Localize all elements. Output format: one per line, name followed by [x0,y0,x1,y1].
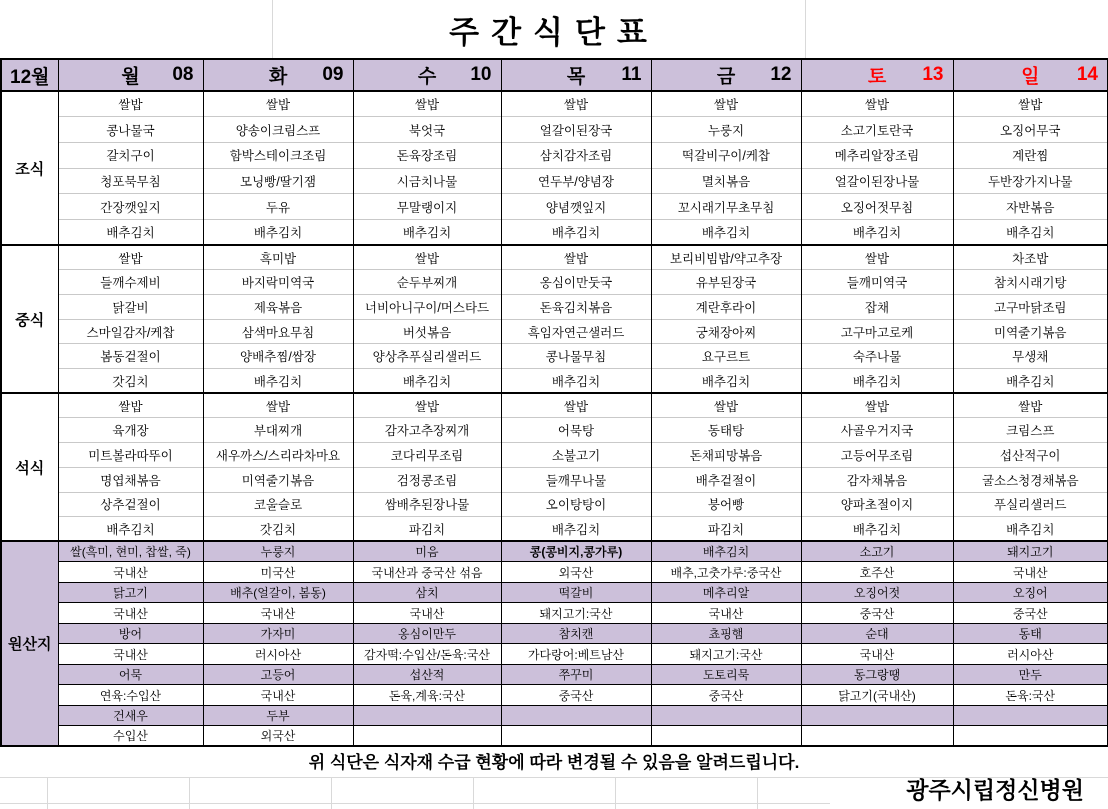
section-label-origin: 원산지 [1,541,58,746]
day-date: 13 [922,64,944,85]
origin-item-cell [501,705,651,726]
section-lunch [1,245,1108,393]
menu-cell: 미역줄기볶음 [953,319,1108,344]
menu-cell: 배추김치 [501,219,651,245]
menu-cell: 배추김치 [501,517,651,542]
dinner-row [1,418,1108,443]
menu-cell: 쌀밥 [801,91,953,117]
change-notice: 위 식단은 식자재 수급 현황에 따라 변경될 수 있음을 알려드립니다. [308,752,800,772]
menu-cell: 배추김치 [801,517,953,542]
origin-source-cell: 국내산 [58,644,203,665]
menu-cell: 쌀밥 [58,245,203,270]
dinner-row [1,492,1108,517]
menu-cell: 궁채장아찌 [651,319,801,344]
menu-cell: 계란후라이 [651,295,801,320]
menu-cell: 동태탕 [651,418,801,443]
origin-item-cell: 쭈꾸미 [501,664,651,685]
menu-cell: 갈치구이 [58,142,203,168]
menu-cell: 고구마고로케 [801,319,953,344]
menu-cell: 배추김치 [501,369,651,394]
menu-cell: 배추김치 [353,219,501,245]
origin-item-cell: 건새우 [58,705,203,726]
origin-source-cell: 국내산과 중국산 섞음 [353,562,501,583]
menu-cell: 쌀밥 [353,245,501,270]
day-header-5 [651,59,801,91]
origin-source-cell: 돼지고기:국산 [651,644,801,665]
menu-cell: 배추김치 [58,517,203,542]
menu-cell: 쌀밥 [58,393,203,418]
menu-cell: 쌀밥 [353,393,501,418]
origin-source-cell: 국내산 [58,603,203,624]
day-header-4 [501,59,651,91]
day-name: 일 [1021,66,1040,88]
menu-cell: 순두부찌개 [353,270,501,295]
menu-cell: 쌀밥 [501,91,651,117]
origin-source-cell: 배추,고춧가루:중국산 [651,562,801,583]
section-label-dinner: 석식 [1,393,58,541]
menu-cell: 명엽채볶음 [58,467,203,492]
menu-cell: 무생채 [953,344,1108,369]
origin-source-cell: 감자떡:수입산/돈육:국산 [353,644,501,665]
day-header-7 [953,59,1108,91]
menu-cell: 배추겉절이 [651,467,801,492]
origin-item-cell [801,705,953,726]
origin-source-cell: 러시아산 [203,644,353,665]
menu-cell: 무말랭이지 [353,194,501,220]
menu-cell: 양배추찜/쌈장 [203,344,353,369]
origin-source-cell: 국내산 [203,685,353,706]
origin-item-cell: 미음 [353,541,501,562]
origin-source-cell: 가다랑어:베트남산 [501,644,651,665]
origin-source-cell [651,726,801,747]
origin-source-cell: 중국산 [501,685,651,706]
origin-source-cell: 연육:수입산 [58,685,203,706]
breakfast-row [1,194,1108,220]
meal-plan-table [0,58,1108,747]
menu-cell: 삼치감자조림 [501,142,651,168]
lunch-row [1,369,1108,394]
menu-cell: 배추김치 [203,369,353,394]
menu-cell: 모닝빵/딸기잼 [203,168,353,194]
menu-cell: 쌀밥 [801,393,953,418]
origin-source-cell: 미국산 [203,562,353,583]
gridline [189,777,190,809]
origin-item-cell: 쌀(흑미, 현미, 찹쌀, 죽) [58,541,203,562]
lunch-row [1,245,1108,270]
menu-cell: 파김치 [353,517,501,542]
menu-cell: 양념깻잎지 [501,194,651,220]
day-date: 08 [172,64,194,85]
origin-item-cell: 소고기 [801,541,953,562]
dinner-row [1,467,1108,492]
menu-cell: 붕어빵 [651,492,801,517]
origin-row [1,582,1108,603]
menu-cell: 북엇국 [353,117,501,143]
gridline [805,0,806,58]
day-name: 토 [867,66,887,88]
menu-cell: 봄동겉절이 [58,344,203,369]
origin-item-cell: 누룽지 [203,541,353,562]
dinner-row [1,517,1108,542]
menu-cell: 함박스테이크조림 [203,142,353,168]
menu-cell: 배추김치 [203,219,353,245]
origin-source-cell: 국내산 [801,644,953,665]
gridline [0,803,830,804]
menu-cell: 떡갈비구이/케찹 [651,142,801,168]
menu-cell: 쌀밥 [953,393,1108,418]
menu-cell: 배추김치 [953,369,1108,394]
menu-cell: 숙주나물 [801,344,953,369]
origin-source-cell: 중국산 [953,603,1108,624]
origin-item-cell: 배추(얼갈이, 봄동) [203,582,353,603]
menu-cell: 들깨미역국 [801,270,953,295]
menu-cell: 누룽지 [651,117,801,143]
menu-cell: 배추김치 [953,517,1108,542]
dinner-row [1,393,1108,418]
origin-item-cell: 콩(콩비지,콩가루) [501,541,651,562]
day-date: 09 [322,64,344,85]
menu-cell: 연두부/양념장 [501,168,651,194]
origin-source-cell: 국내산 [953,562,1108,583]
menu-cell: 쌀밥 [501,245,651,270]
day-date: 11 [621,64,642,85]
day-name: 수 [417,66,437,88]
day-header-3 [353,59,501,91]
gridline [47,777,48,809]
menu-cell: 갓김치 [203,517,353,542]
menu-cell: 배추김치 [651,369,801,394]
day-name: 목 [566,66,586,88]
menu-cell: 갓김치 [58,369,203,394]
menu-cell: 꼬시래기무초무침 [651,194,801,220]
day-header-6 [801,59,953,91]
menu-cell: 사골우거지국 [801,418,953,443]
origin-item-cell [353,705,501,726]
menu-cell: 양상추푸실리샐러드 [353,344,501,369]
menu-cell: 고등어무조림 [801,443,953,468]
menu-cell: 쌈배추된장나물 [353,492,501,517]
menu-cell: 미트볼라따뚜이 [58,443,203,468]
menu-cell: 콩나물국 [58,117,203,143]
menu-cell: 돈육장조림 [353,142,501,168]
menu-cell: 소불고기 [501,443,651,468]
origin-source-cell [353,726,501,747]
origin-source-cell: 돈육:국산 [953,685,1108,706]
menu-cell: 닭갈비 [58,295,203,320]
menu-cell: 감자고추장찌개 [353,418,501,443]
menu-cell: 새우까스/스리라차마요 [203,443,353,468]
menu-cell: 소고기토란국 [801,117,953,143]
gridline [331,777,332,809]
menu-cell: 보리비빔밥/약고추장 [651,245,801,270]
origin-source-cell: 국내산 [651,603,801,624]
menu-cell: 코울슬로 [203,492,353,517]
breakfast-row [1,168,1108,194]
origin-item-cell: 오징어 [953,582,1108,603]
origin-source-cell [953,726,1108,747]
section-origin [1,541,1108,746]
day-date: 12 [770,64,792,85]
lunch-row [1,270,1108,295]
origin-item-cell: 배추김치 [651,541,801,562]
menu-cell: 쌀밥 [953,91,1108,117]
gridline [615,777,616,809]
menu-cell: 참치시래기탕 [953,270,1108,295]
day-name: 월 [121,66,140,88]
month-header-cell: 12월 [1,59,58,91]
day-name: 화 [268,66,288,88]
origin-row [1,705,1108,726]
origin-item-cell: 쵸핑햄 [651,623,801,644]
menu-cell: 자반볶음 [953,194,1108,220]
menu-cell: 간장깻잎지 [58,194,203,220]
menu-cell: 굴소스청경채볶음 [953,467,1108,492]
origin-item-cell: 떡갈비 [501,582,651,603]
menu-cell: 섭산적구이 [953,443,1108,468]
origin-row [1,562,1108,583]
menu-cell: 양파초절이지 [801,492,953,517]
menu-cell: 시금치나물 [353,168,501,194]
gridline [272,0,273,58]
section-label-breakfast: 조식 [1,91,58,245]
menu-cell: 배추김치 [801,369,953,394]
day-header-1 [58,59,203,91]
menu-cell: 두유 [203,194,353,220]
hospital-name: 광주시립정신병원 [906,777,1084,803]
menu-cell: 버섯볶음 [353,319,501,344]
menu-cell: 코다리무조림 [353,443,501,468]
lunch-row [1,295,1108,320]
menu-cell: 계란찜 [953,142,1108,168]
day-header-2 [203,59,353,91]
page-title: 주간식단표 [449,14,659,50]
origin-item-cell: 참치캔 [501,623,651,644]
breakfast-row [1,91,1108,117]
origin-source-cell: 외국산 [501,562,651,583]
menu-cell: 쌀밥 [58,91,203,117]
menu-cell: 쌀밥 [651,91,801,117]
menu-cell: 쌀밥 [501,393,651,418]
origin-item-cell: 섭산적 [353,664,501,685]
breakfast-row [1,142,1108,168]
menu-cell: 너비아니구이/머스타드 [353,295,501,320]
menu-cell: 얼갈이된장국 [501,117,651,143]
menu-cell: 잡채 [801,295,953,320]
menu-cell: 돈육김치볶음 [501,295,651,320]
menu-cell: 쌀밥 [203,91,353,117]
menu-cell: 제육볶음 [203,295,353,320]
menu-cell: 청포묵무침 [58,168,203,194]
origin-item-cell: 오징어젓 [801,582,953,603]
menu-cell: 삼색마요무침 [203,319,353,344]
menu-cell: 파김치 [651,517,801,542]
origin-row [1,603,1108,624]
menu-cell: 배추김치 [801,219,953,245]
menu-cell: 양송이크림스프 [203,117,353,143]
menu-cell: 쌀밥 [651,393,801,418]
origin-item-cell: 어묵 [58,664,203,685]
menu-cell: 검정콩조림 [353,467,501,492]
origin-item-cell: 순대 [801,623,953,644]
lunch-row [1,319,1108,344]
origin-source-cell: 호주산 [801,562,953,583]
menu-cell: 차조밥 [953,245,1108,270]
day-date: 10 [470,64,492,85]
origin-item-cell: 돼지고기 [953,541,1108,562]
menu-cell: 들깨수제비 [58,270,203,295]
origin-row [1,623,1108,644]
origin-item-cell: 옹심이만두 [353,623,501,644]
origin-source-cell: 국내산 [203,603,353,624]
menu-cell: 배추김치 [58,219,203,245]
menu-cell: 스마일감자/케찹 [58,319,203,344]
origin-source-cell: 돈육,계육:국산 [353,685,501,706]
section-dinner [1,393,1108,541]
menu-cell: 두반장가지나물 [953,168,1108,194]
menu-cell: 배추김치 [353,369,501,394]
origin-row [1,644,1108,665]
origin-item-cell: 닭고기 [58,582,203,603]
day-name: 금 [716,66,736,88]
origin-row [1,726,1108,747]
header-row [1,59,1108,91]
menu-cell: 상추겉절이 [58,492,203,517]
lunch-row [1,344,1108,369]
menu-cell: 쌀밥 [801,245,953,270]
origin-source-cell: 닭고기(국내산) [801,685,953,706]
menu-cell: 들깨무나물 [501,467,651,492]
origin-source-cell [801,726,953,747]
menu-cell: 미역줄기볶음 [203,467,353,492]
origin-item-cell: 방어 [58,623,203,644]
menu-cell: 얼갈이된장나물 [801,168,953,194]
day-date: 14 [1076,64,1098,85]
menu-cell: 돈채피망볶음 [651,443,801,468]
origin-item-cell: 가자미 [203,623,353,644]
menu-cell: 오징어젓무침 [801,194,953,220]
section-label-lunch: 중식 [1,245,58,393]
origin-item-cell: 고등어 [203,664,353,685]
menu-cell: 멸치볶음 [651,168,801,194]
origin-source-cell [501,726,651,747]
menu-cell: 쌀밥 [353,91,501,117]
title-row [0,0,1108,58]
origin-item-cell: 두부 [203,705,353,726]
menu-cell: 오징어무국 [953,117,1108,143]
menu-cell: 쌀밥 [203,393,353,418]
origin-item-cell: 메추리알 [651,582,801,603]
menu-cell: 옹심이만둣국 [501,270,651,295]
origin-source-cell: 수입산 [58,726,203,747]
origin-source-cell: 중국산 [801,603,953,624]
gridline [473,777,474,809]
origin-item-cell [651,705,801,726]
dinner-row [1,443,1108,468]
origin-source-cell: 국내산 [58,562,203,583]
menu-cell: 요구르트 [651,344,801,369]
origin-source-cell: 러시아산 [953,644,1108,665]
origin-row [1,664,1108,685]
origin-item-cell: 삼치 [353,582,501,603]
origin-source-cell: 중국산 [651,685,801,706]
origin-item-cell: 동그랑땡 [801,664,953,685]
menu-cell: 콩나물무침 [501,344,651,369]
origin-item-cell [953,705,1108,726]
menu-cell: 부대찌개 [203,418,353,443]
menu-cell: 푸실리샐러드 [953,492,1108,517]
breakfast-row [1,219,1108,245]
origin-row [1,541,1108,562]
menu-cell: 감자채볶음 [801,467,953,492]
menu-cell: 고구마닭조림 [953,295,1108,320]
origin-source-cell: 외국산 [203,726,353,747]
menu-cell: 크림스프 [953,418,1108,443]
origin-item-cell: 만두 [953,664,1108,685]
origin-source-cell: 국내산 [353,603,501,624]
menu-cell: 흑미밥 [203,245,353,270]
origin-item-cell: 동태 [953,623,1108,644]
menu-cell: 배추김치 [953,219,1108,245]
origin-source-cell: 돼지고기:국산 [501,603,651,624]
origin-item-cell: 도토리묵 [651,664,801,685]
menu-cell: 오이탕탕이 [501,492,651,517]
menu-cell: 어묵탕 [501,418,651,443]
menu-cell: 배추김치 [651,219,801,245]
section-breakfast [1,91,1108,245]
breakfast-row [1,117,1108,143]
menu-cell: 유부된장국 [651,270,801,295]
menu-cell: 육개장 [58,418,203,443]
origin-row [1,685,1108,706]
menu-cell: 메추리알장조림 [801,142,953,168]
table-header [1,59,1108,91]
menu-cell: 바지락미역국 [203,270,353,295]
menu-cell: 흑임자연근샐러드 [501,319,651,344]
gridline [757,777,758,809]
